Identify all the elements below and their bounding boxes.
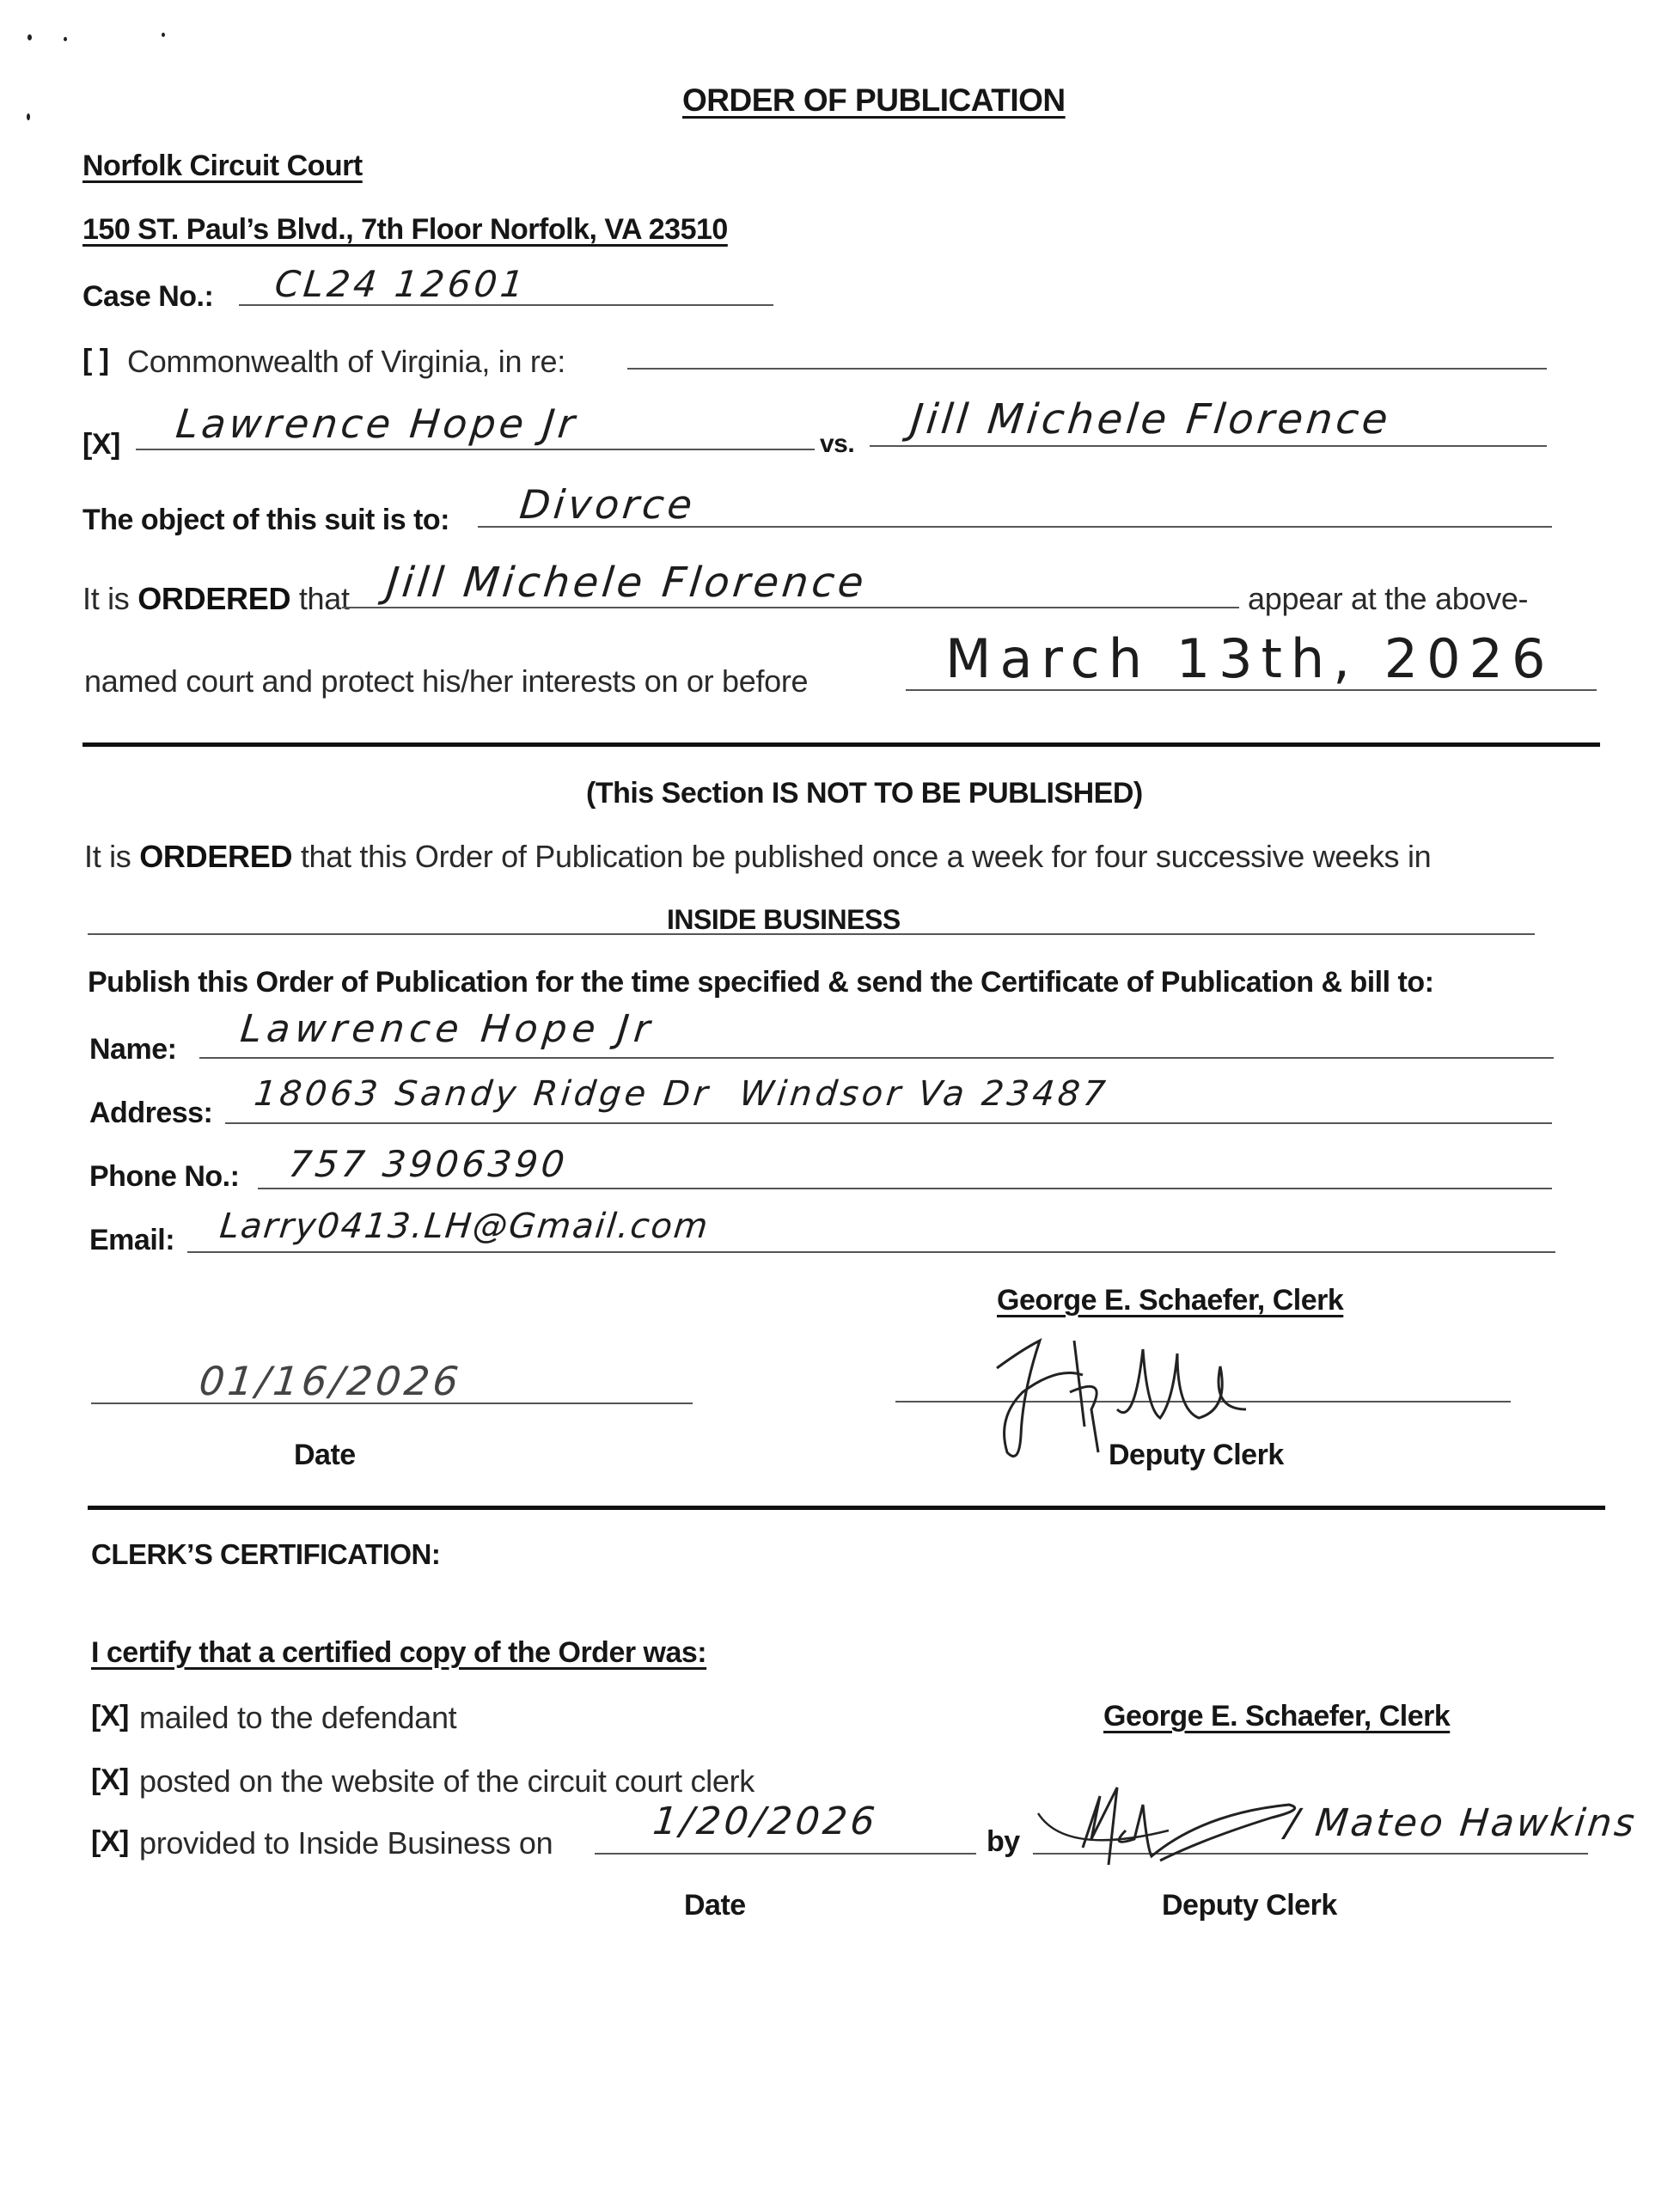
address-label: Address: [89,1097,213,1129]
certifying-deputy-signature [1031,1779,1306,1882]
posted-checkbox[interactable]: [X] [91,1763,129,1796]
scan-speck [27,113,30,120]
commonwealth-field-line [627,368,1547,370]
parties-checkbox[interactable]: [X] [82,428,120,461]
case-no-value[interactable]: CL24 12601 [272,263,529,305]
ordered-party-field-line [342,607,1239,608]
ordered-bold: ORDERED [139,839,293,874]
case-no-label: Case No.: [82,280,214,313]
document-title: ORDER OF PUBLICATION [682,82,1066,118]
court-name: Norfolk Circuit Court [82,150,363,182]
provided-date[interactable]: 1/20/2026 [651,1800,881,1843]
provided-label: provided to Inside Business on [139,1825,553,1861]
ordered-prefix: It is [84,839,140,874]
ordered-bold: ORDERED [137,581,291,616]
deputy-clerk-label: Deputy Clerk [1109,1439,1284,1471]
mailed-label: mailed to the defendant [139,1700,457,1735]
publication-name[interactable]: INSIDE BUSINESS [667,904,901,935]
phone-field-line [258,1188,1552,1189]
phone-value[interactable]: 757 3906390 [286,1143,571,1185]
certification-heading: CLERK’S CERTIFICATION: [91,1538,441,1570]
court-address: 150 ST. Paul’s Blvd., 7th Floor Norfolk, VA 23510 [82,213,728,246]
certification-date-label: Date [684,1889,746,1922]
by-label: by [987,1825,1020,1858]
ordered-sentence [82,581,350,617]
email-field-line [187,1251,1555,1253]
certifying-deputy-name[interactable]: / Mateo Hawkins [1283,1801,1640,1845]
appear-deadline[interactable]: March 13th, 2026 [945,627,1555,690]
section-divider [82,742,1600,747]
publish-order-sentence [84,839,1431,875]
email-label: Email: [89,1224,175,1256]
certification-divider [88,1506,1605,1510]
send-to-heading: Publish this Order of Publication for the time specified & send the Certificate of Publication & bill to: [88,966,1434,999]
named-court-text: named court and protect his/her interests on or before [84,663,809,699]
name-label: Name: [89,1033,177,1066]
address-value[interactable]: 18063 Sandy Ridge Dr Windsor Va 23487 [252,1074,1111,1114]
scan-speck [162,33,165,37]
defendant-field-line [870,445,1547,447]
plaintiff-field-line [136,449,815,450]
plaintiff-name[interactable]: Lawrence Hope Jr [174,400,581,447]
address-field-line [225,1122,1552,1124]
defendant-name[interactable]: Jill Michele Florence [908,395,1394,443]
name-value[interactable]: Lawrence Hope Jr [238,1007,657,1051]
clerk-name: George E. Schaefer, Clerk [997,1284,1344,1317]
email-value[interactable]: Larry0413.LH@Gmail.com [217,1207,712,1246]
date-label: Date [294,1439,356,1471]
appear-text: appear at the above- [1248,581,1529,616]
scan-speck [27,34,32,40]
not-published-heading: (This Section IS NOT TO BE PUBLISHED) [586,777,1143,810]
provided-date-field-line [595,1853,976,1855]
mailed-checkbox[interactable]: [X] [91,1700,129,1732]
ordered-party[interactable]: Jill Michele Florence [384,559,870,607]
order-date[interactable]: 01/16/2026 [197,1358,464,1404]
provided-checkbox[interactable]: [X] [91,1825,129,1858]
posted-label: posted on the website of the circuit court clerk [139,1763,754,1799]
commonwealth-checkbox[interactable]: [ ] [82,344,109,376]
phone-label: Phone No.: [89,1160,240,1193]
certification-deputy-clerk-label: Deputy Clerk [1162,1889,1337,1922]
ordered-rest: that this Order of Publication be published once a week for four successive weeks in [292,839,1432,874]
object-label: The object of this suit is to: [82,504,449,536]
ordered-that: that [290,581,350,616]
certify-text: I certify that a certified copy of the Order was: [91,1636,707,1669]
certification-clerk-name: George E. Schaefer, Clerk [1103,1700,1451,1732]
scan-speck [64,37,67,41]
name-field-line [199,1057,1554,1059]
commonwealth-label: Commonwealth of Virginia, in re: [127,344,565,379]
vs-label: vs. [820,430,855,458]
object-value[interactable]: Divorce [517,481,698,528]
ordered-prefix: It is [82,581,138,616]
